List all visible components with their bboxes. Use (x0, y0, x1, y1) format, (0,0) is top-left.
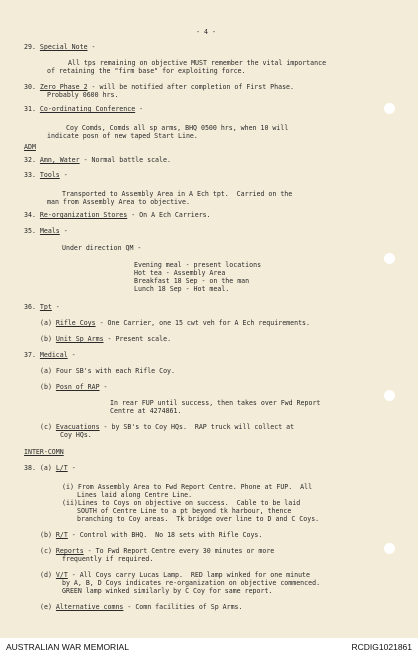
item-text: - (99, 383, 108, 391)
section-30-heading (24, 83, 294, 91)
section-33-body-2: man from Assembly Area to objective. (47, 198, 190, 206)
item-letter: (b) (40, 383, 52, 391)
section-38c-body: frequently if required. (62, 555, 154, 563)
section-title: Tpt (39, 303, 52, 311)
section-title: Special Note (39, 43, 88, 51)
section-text: - (87, 43, 96, 51)
section-37b-body-1: In rear FUP until success, then takes over Fwd Report (110, 399, 321, 407)
section-number: 34. (24, 211, 36, 219)
item-title: V/T (55, 571, 68, 579)
section-30-body: Probably 0600 hrs. (47, 91, 119, 99)
section-38e (40, 603, 243, 611)
item-title: R/T (55, 531, 68, 539)
section-text: - On A Ech Carriers. (127, 211, 211, 219)
punch-hole (384, 253, 395, 264)
section-number: 31. (24, 105, 36, 113)
footer-record-id: RCDIG1021861 (351, 642, 412, 652)
item-title: Rifle Coys (55, 319, 96, 327)
section-37c (40, 423, 294, 431)
item-letter: (b) (40, 335, 52, 343)
item-text: - Comn facilities of Sp Arms. (123, 603, 243, 611)
section-38a-i-1: (i) From Assembly Area to Fwd Report Centre. Phone at FUP. All (62, 483, 313, 491)
item-title: Posn of RAP (55, 383, 100, 391)
section-text: - (59, 171, 68, 179)
section-35-heading (24, 227, 68, 235)
section-text: - (51, 303, 60, 311)
meal-hot-tea: Hot tea - Assembly Area (134, 269, 226, 277)
section-33-heading (24, 171, 68, 179)
section-number: 30. (24, 83, 36, 91)
section-text: - Normal battle scale. (79, 156, 171, 164)
item-letter: (b) (40, 531, 52, 539)
section-38a-ii-3: branching to Coy areas. Tk bridge over line to D and C Coys. (77, 515, 320, 523)
section-text: - (59, 227, 68, 235)
section-34 (24, 211, 211, 219)
punch-hole (384, 543, 395, 554)
section-31-body-2: indicate posn of new taped Start Line. (47, 132, 198, 140)
section-35-body: Under direction QM - (62, 244, 142, 252)
footer-source: AUSTRALIAN WAR MEMORIAL (6, 642, 129, 652)
section-title: Amn, Water (39, 156, 80, 164)
section-38d-body-1: by A, B, D Coys indicates re-organization on objective commenced. (62, 579, 321, 587)
section-38a-i-2: Lines laid along Centre Line. (77, 491, 193, 499)
section-37-heading (24, 351, 76, 359)
item-letter: (e) (40, 603, 52, 611)
page-number: - 4 - (196, 28, 216, 36)
punch-hole (384, 103, 395, 114)
section-text: - will be notified after completion of First Phase. (87, 83, 294, 91)
item-text: - by SB's to Coy HQs. RAP truck will collect at (99, 423, 295, 431)
section-number: 35. (24, 227, 36, 235)
section-36-heading (24, 303, 60, 311)
section-title: Tools (39, 171, 60, 179)
item-text: - To Fwd Report Centre every 30 minutes or more (83, 547, 275, 555)
section-number: 32. (24, 156, 36, 164)
section-33-body-1: Transported to Assembly Area in A Ech tpt. Carried on the (62, 190, 293, 198)
item-text: Four SB's with each Rifle Coy. (55, 367, 175, 375)
section-title: Co-ordinating Conference (39, 105, 136, 113)
meal-lunch: Lunch 18 Sep - Hot meal. (134, 285, 230, 293)
punch-hole (384, 390, 395, 401)
section-text: - (67, 351, 76, 359)
item-text: - One Carrier, one 15 cwt veh for A Ech requirements. (95, 319, 310, 327)
section-title: Zero Phase 2 (39, 83, 88, 91)
item-letter: (d) (40, 571, 52, 579)
meal-breakfast: Breakfast 18 Sep - on the man (134, 277, 250, 285)
section-37a (40, 367, 175, 375)
section-number: 38. (24, 464, 36, 472)
section-title: Re-organization Stores (39, 211, 128, 219)
section-29-body-2: of retaining the "firm base" for exploiting force. (47, 67, 246, 75)
section-38d-body-2: GREEN lamp winked similarly by C Coy for same report. (62, 587, 273, 595)
item-title: Alternative comns (55, 603, 124, 611)
item-title: Evacuations (55, 423, 100, 431)
section-38b (40, 531, 262, 539)
section-38-heading (24, 464, 76, 472)
section-number: 36. (24, 303, 36, 311)
section-title: Medical (39, 351, 68, 359)
item-letter: (c) (40, 423, 52, 431)
section-text: - (135, 105, 144, 113)
section-29-body-1: All tps remaining on objective MUST remember the vital importance (68, 59, 327, 67)
section-36b (40, 335, 171, 343)
section-37b (40, 383, 108, 391)
adm-heading: ADM (24, 143, 36, 151)
section-29-heading (24, 43, 96, 51)
section-37b-body-2: Centre at 4274861. (110, 407, 182, 415)
meal-evening: Evening meal - present locations (134, 261, 262, 269)
item-text: - All Coys carry Lucas Lamp. RED lamp winked for one minute (67, 571, 310, 579)
section-title: Meals (39, 227, 60, 235)
section-number: 33. (24, 171, 36, 179)
archive-footer (0, 638, 418, 654)
section-38a-ii-2: SOUTH of Centre Line to a pt beyond tk harbour, thence (77, 507, 292, 515)
section-number: 37. (24, 351, 36, 359)
section-text: - (67, 464, 76, 472)
section-31-heading (24, 105, 143, 113)
section-38c (40, 547, 274, 555)
section-31-body-1: Coy Comds, Comds all sp arms, BHQ 0500 hrs, when 10 will (66, 124, 289, 132)
intercomn-heading: INTER-COMN (24, 448, 64, 456)
section-36a (40, 319, 310, 327)
item-letter: (a) (40, 367, 52, 375)
item-title: Unit Sp Arms (55, 335, 104, 343)
item-letter: (c) (40, 547, 52, 555)
section-title: L/T (55, 464, 68, 472)
item-letter: (a) (40, 319, 52, 327)
section-32 (24, 156, 171, 164)
section-38a-ii-1: (ii)Lines to Coys on objective on success. Cable to be laid (62, 499, 301, 507)
item-title: Reports (55, 547, 84, 555)
item-text: - Present scale. (103, 335, 172, 343)
section-37c-body: Coy HQs. (60, 431, 92, 439)
section-number: 29. (24, 43, 36, 51)
item-text: - Control with BHQ. No 18 sets with Rifle Coys. (67, 531, 263, 539)
item-letter: (a) (39, 464, 52, 472)
section-38d (40, 571, 310, 579)
